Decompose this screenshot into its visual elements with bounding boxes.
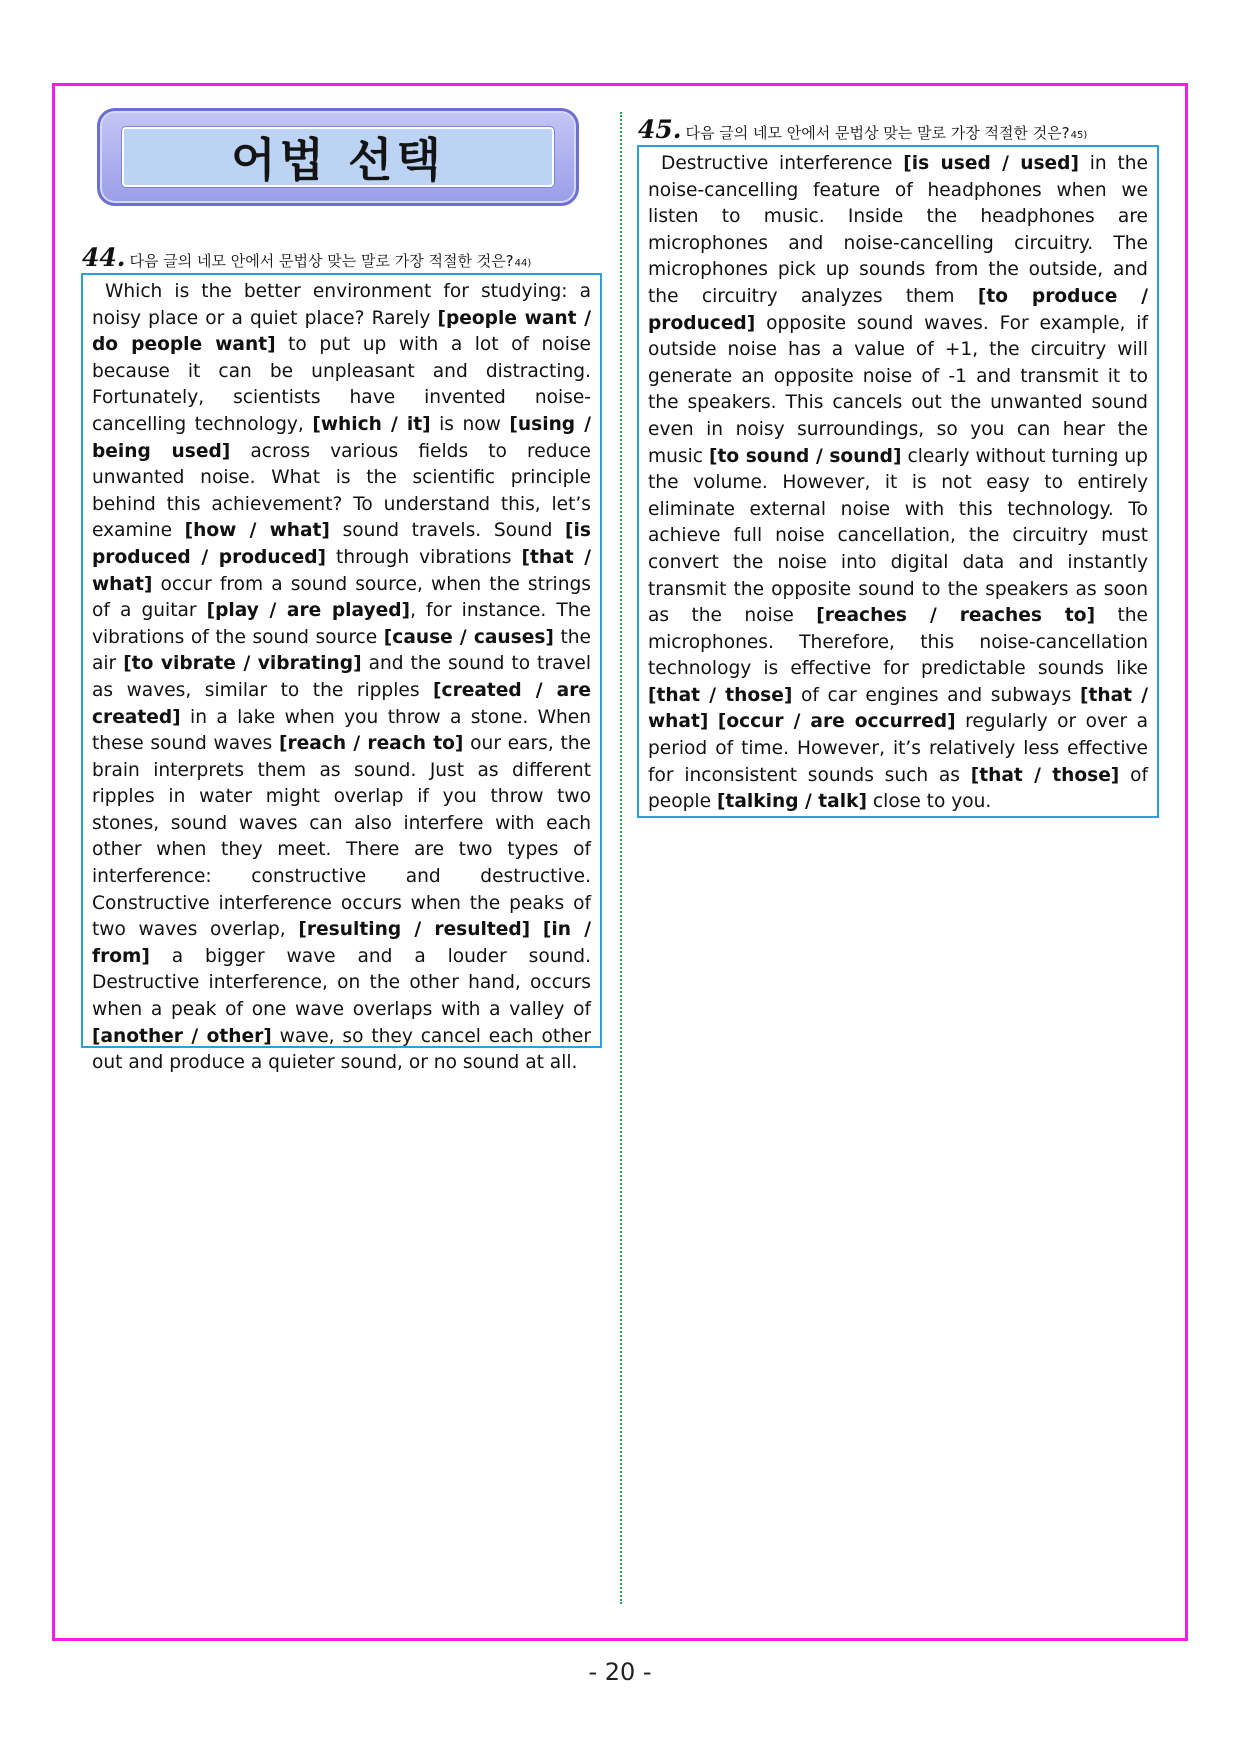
question-44-passage-box [81,273,602,1074]
section-title-inner [122,127,554,187]
question-45-passage-box [637,145,1159,818]
question-44-header [82,243,531,272]
question-44-number: 44. [82,243,126,272]
section-title: 어법 선택 [231,133,445,187]
question-45-number: 45. [638,115,682,144]
column-divider [620,112,622,1604]
question-45-passage: Destructive interference [is used / used] in the noise-cancelling feature of headphones when we listen to music. Inside the headphones are microphones and noise-cancelling circuitry. The microphones pick up sounds from the outside, and the circuitry analyzes them [to produce / produced] opposite sound waves. For example, if outside noise has a value of +1, the circuitry will generate an opposite noise of -1 and transmit it to the speakers. This cancels out the unwanted sound even in noisy surroundings, so you can hear the music [to sound / sound] clearly without turning up the volume. However, it is not easy to entirely eliminate external noise with this technology. To achieve full noise cancellation, the circuitry must convert the noise into digital data and instantly transmit the opposite sound to the speakers as soon as the noise [reaches / reaches to] the microphones. Therefore, this noise-cancellation technology is effective for predictable sounds like [that / those] of car engines and subways [that / what] [occur / are occurred] regularly or over a period of time. However, it’s relatively less effective for inconsistent sounds such as [that / those] of people [talking / talk] close to you. [648,153,1149,813]
question-44-footnote-ref: 44) [514,258,532,269]
question-44-prompt: 다음 글의 네모 안에서 문법상 맞는 말로 가장 적절한 것은? [129,252,514,270]
question-45-prompt: 다음 글의 네모 안에서 문법상 맞는 말로 가장 적절한 것은? [685,124,1070,142]
question-45-header [638,115,1087,144]
page-number: - 20 - [588,1658,652,1686]
section-title-banner [97,108,579,206]
question-44-passage: Which is the better environment for studying: a noisy place or a quiet place? Rarely [people want / do people want] to put up with a lot of noise because it can be unpleasant and distracting. Fortunately, scientists have invented noise-cancelling technology, [which / it] is now [using / being used] across various fields to reduce unwanted noise. What is the scientific principle behind this achievement? To understand this, let’s examine [how / what] sound travels. Sound [is produced / produced] through vibrations [that / what] occur from a sound source, when the strings of a guitar [play / are played], for instance. The vibrations of the sound source [cause / causes] the air [to vibrate / vibrating] and the sound to travel as waves, similar to the ripples [created / are created] in a lake when you throw a stone. When these sound waves [reach / reach to] our ears, the brain interprets them as sound. Just as different ripples in water might overlap if you throw two stones, sound waves can also interfere with each other when they meet. There are two types of interference: constructive and destructive. Constructive interference occurs when the peaks of two waves overlap, [resulting / resulted] [in / from] a bigger wave and a louder sound. Destructive interference, on the other hand, occurs when a peak of one wave overlaps with a valley of [another / other] wave, so they cancel each other out and produce a quieter sound, or no sound at all. [92,281,591,1074]
question-45-footnote-ref: 45) [1070,130,1088,141]
